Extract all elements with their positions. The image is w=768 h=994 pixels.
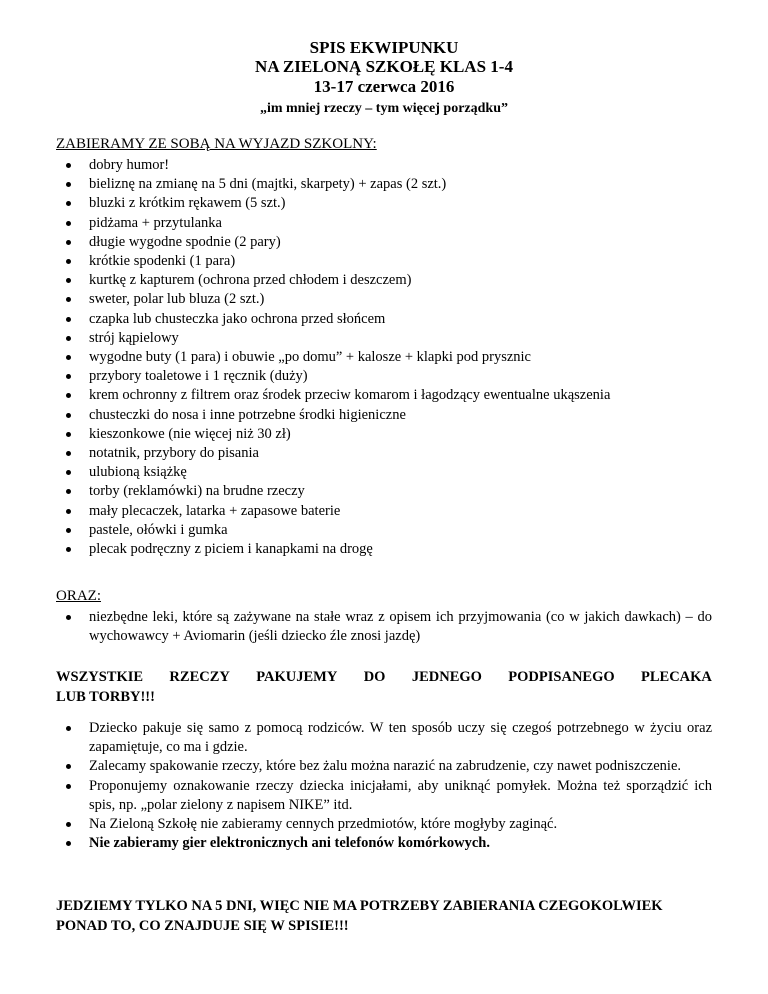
list-item: kurtkę z kapturem (ochrona przed chłodem i deszczem) bbox=[56, 271, 712, 290]
list-item: mały plecaczek, latarka + zapasowe baterie bbox=[56, 502, 712, 521]
pack-word: DO bbox=[363, 669, 386, 685]
take-list bbox=[56, 156, 712, 559]
title-dates: 13-17 czerwca 2016 bbox=[313, 77, 455, 96]
pack-word: WSZYSTKIE bbox=[56, 669, 144, 685]
pack-word: PAKUJEMY bbox=[256, 669, 338, 685]
list-item: długie wygodne spodnie (2 pary) bbox=[56, 233, 712, 252]
pack-notice-line-1 bbox=[56, 667, 712, 687]
list-item: kieszonkowe (nie więcej niż 30 zł) bbox=[56, 425, 712, 444]
list-item: sweter, polar lub bluza (2 szt.) bbox=[56, 290, 712, 309]
note-item: Na Zieloną Szkołę nie zabieramy cennych przedmiotów, które mogłyby zaginąć. bbox=[56, 815, 712, 834]
list-item: niezbędne leki, które są zażywane na stałe wraz z opisem ich przyjmowania (co w jakich dawkach) – do wychowawcy + Aviomarin (jeśli dziecko źle znosi jazdę) bbox=[56, 608, 712, 646]
list-item: bluzki z krótkim rękawem (5 szt.) bbox=[56, 194, 712, 213]
list-item: krótkie spodenki (1 para) bbox=[56, 252, 712, 271]
pack-word: RZECZY bbox=[169, 669, 230, 685]
list-item: krem ochronny z filtrem oraz środek przeciw komarom i łagodzący ewentualne ukąszenia bbox=[56, 386, 712, 405]
closing-line-2: PONAD TO, CO ZNAJDUJE SIĘ W SPISIE!!! bbox=[56, 918, 349, 934]
list-item: bieliznę na zmianę na 5 dni (majtki, skarpety) + zapas (2 szt.) bbox=[56, 175, 712, 194]
pack-notice bbox=[56, 667, 712, 707]
note-item: Proponujemy oznakowanie rzeczy dziecka inicjałami, aby uniknąć pomyłek. Można też sporządzić ich spis, np. „polar zielony z napisem NIKE” itd. bbox=[56, 777, 712, 815]
also-section-heading: ORAZ: bbox=[56, 588, 101, 604]
list-item: czapka lub chusteczka jako ochrona przed słońcem bbox=[56, 310, 712, 329]
notes-list bbox=[56, 719, 712, 853]
pack-word: PODPISANEGO bbox=[508, 669, 615, 685]
list-item: przybory toaletowe i 1 ręcznik (duży) bbox=[56, 367, 712, 386]
take-section-heading: ZABIERAMY ZE SOBĄ NA WYJAZD SZKOLNY: bbox=[56, 136, 377, 152]
list-item: strój kąpielowy bbox=[56, 329, 712, 348]
note-item: Zalecamy spakowanie rzeczy, które bez żalu można narazić na zabrudzenie, czy nawet podniszczenie. bbox=[56, 757, 712, 776]
title-line-2: NA ZIELONĄ SZKOŁĘ KLAS 1-4 bbox=[255, 57, 513, 76]
list-item: chusteczki do nosa i inne potrzebne środki higieniczne bbox=[56, 406, 712, 425]
also-list bbox=[56, 608, 712, 646]
note-item: Nie zabieramy gier elektronicznych ani telefonów komórkowych. bbox=[56, 834, 712, 853]
list-item: torby (reklamówki) na brudne rzeczy bbox=[56, 482, 712, 501]
closing-notice bbox=[56, 896, 712, 936]
list-item: notatnik, przybory do pisania bbox=[56, 444, 712, 463]
pack-notice-line-2: LUB TORBY!!! bbox=[56, 689, 155, 705]
pack-word: JEDNEGO bbox=[411, 669, 482, 685]
list-item: pidżama + przytulanka bbox=[56, 214, 712, 233]
list-item: plecak podręczny z piciem i kanapkami na drogę bbox=[56, 540, 712, 559]
pack-word: PLECAKA bbox=[641, 669, 712, 685]
list-item: pastele, ołówki i gumka bbox=[56, 521, 712, 540]
closing-line-1: JEDZIEMY TYLKO NA 5 DNI, WIĘC NIE MA POTRZEBY ZABIERANIA CZEGOKOLWIEK bbox=[56, 898, 663, 914]
note-item: Dziecko pakuje się samo z pomocą rodziców. W ten sposób uczy się czegoś potrzebnego w życiu oraz zapamiętuje, co ma i gdzie. bbox=[56, 719, 712, 757]
document-header bbox=[0, 38, 768, 119]
list-item: ulubioną książkę bbox=[56, 463, 712, 482]
motto: „im mniej rzeczy – tym więcej porządku” bbox=[259, 101, 509, 116]
title-line-1: SPIS EKWIPUNKU bbox=[309, 38, 459, 57]
list-item: dobry humor! bbox=[56, 156, 712, 175]
list-item: wygodne buty (1 para) i obuwie „po domu” + kalosze + klapki pod prysznic bbox=[56, 348, 712, 367]
